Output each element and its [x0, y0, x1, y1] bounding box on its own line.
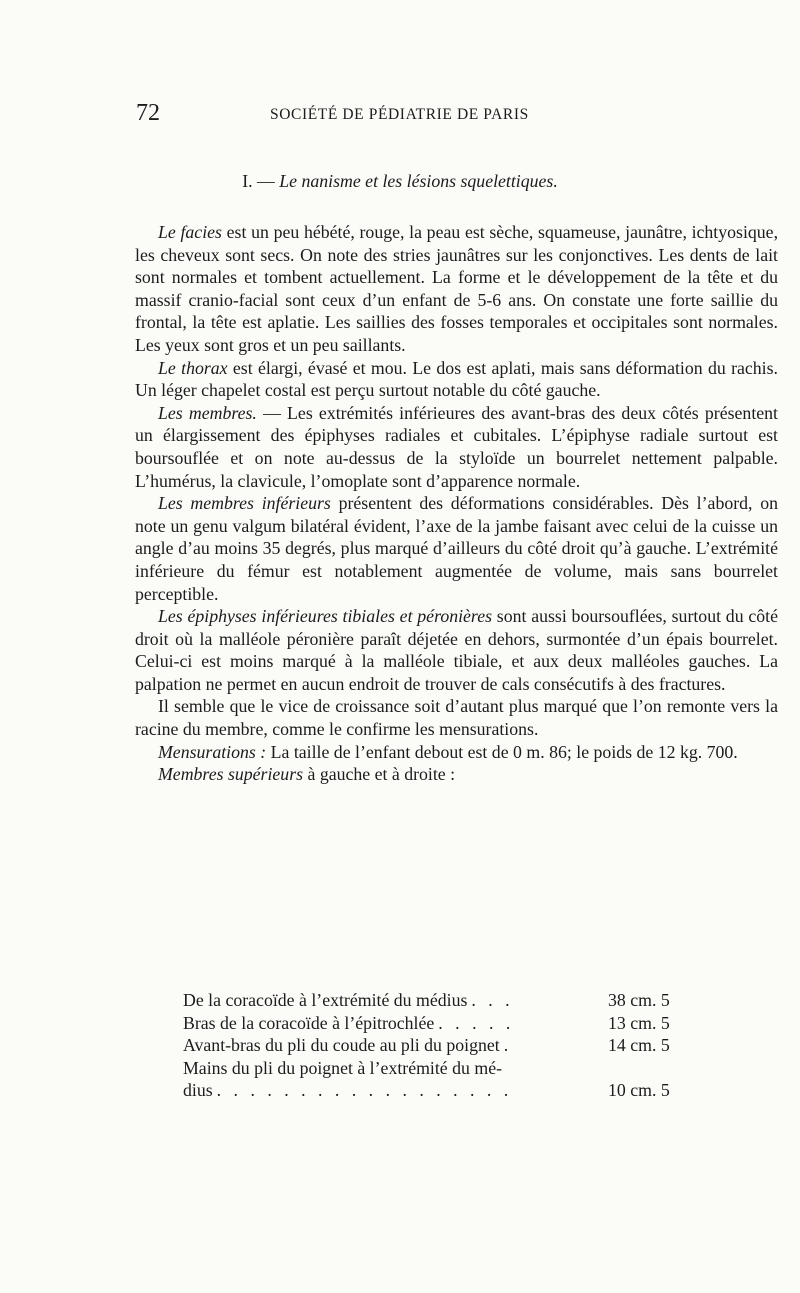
- paragraph-lead: Les épiphyses inférieures tibiales et péronières: [158, 606, 493, 627]
- paragraph-lead: Les membres.: [158, 402, 257, 423]
- measurement-label: Mains du pli du poignet à l’extrémité du mé-: [183, 1057, 503, 1078]
- section-title: [0, 171, 800, 192]
- measurement-label: Bras de la coracoïde à l’épitrochlée: [183, 1012, 435, 1033]
- running-head: SOCIÉTÉ DE PÉDIATRIE DE PARIS: [270, 106, 529, 123]
- paragraph-text: sont aussi boursouflées, surtout du côté droit où la malléole péronière paraît déjetée en dehors, surmontée d’un épais bourrelet. Celui-ci est moins marqué à la malléole tibiale, et aux deux malléoles gauches. La palpation ne permet en aucun endroit de trouver de cals consécutifs à des fractures.: [135, 606, 778, 694]
- section-title-text: Le nanisme et les lésions squelettiques.: [279, 171, 558, 191]
- measurement-label: Avant-bras du pli du coude au pli du poignet: [183, 1035, 500, 1056]
- measurements-table: [183, 989, 693, 1102]
- measurement-row: [183, 1012, 693, 1035]
- paragraph-text: présentent des déformations considérables. Dès l’abord, on note un genu valgum bilatéral évident, l’axe de la jambe faisant avec celui de la cuisse un angle d’au moins 35 degrés, plus marqué d’ailleurs du côté droit qu’à gauche. L’extrémité inférieure du fémur est notablement augmentée de volume, mais sans bourrelet perceptible.: [135, 493, 778, 604]
- paragraph-epiphyses: [135, 605, 778, 695]
- paragraph-facies: [135, 221, 778, 357]
- measurement-value: 10 cm. 5: [608, 1080, 670, 1101]
- measurement-label: De la coracoïde à l’extrémité du médius: [183, 990, 468, 1010]
- paragraph-lead: Le thorax: [158, 357, 228, 378]
- paragraph-membres-superieurs: [135, 763, 778, 786]
- paragraph-croissance: [135, 695, 778, 740]
- body-text: [135, 221, 778, 786]
- paragraph-text: à gauche et à droite :: [303, 764, 456, 785]
- measurement-leader: . . . . . . . . . . . . . . . . . .: [216, 1080, 513, 1101]
- paragraph-text: est un peu hébété, rouge, la peau est sèche, squameuse, jaunâtre, ichtyosique, les cheveux sont secs. On note des stries jaunâtres sur les conjonctives. Les dents de lait sont normales et tombent actuellement. La forme et le développement de la tête et du massif cranio-facial sont ceux d’un enfant de 5-6 ans. On constate une forte saillie du frontal, la tête est aplatie. Les saillies des fosses temporales et occipitales sont normales. Les yeux sont gros et un peu saillants.: [135, 222, 779, 355]
- measurement-row: [183, 989, 693, 1012]
- page-number: 72: [136, 100, 160, 126]
- paragraph-text: La taille de l’enfant debout est de 0 m. 86; le poids de 12 kg. 700.: [266, 741, 738, 762]
- paragraph-membres-inferieurs: [135, 492, 778, 605]
- measurement-leader: . . .: [471, 990, 514, 1010]
- paragraph-mensurations: [135, 741, 778, 764]
- measurement-value: 38 cm. 5: [608, 990, 670, 1010]
- paragraph-text: — Les extrémités inférieures des avant-bras des deux côtés présentent un élargissement des épiphyses radiales et cubitales. L’épiphyse radiale surtout est boursouflée et on note au-dessus de la styloïde un bourrelet nettement palpable. L’humérus, la clavicule, l’omoplate sont d’apparence normale.: [135, 402, 778, 491]
- measurement-row: [183, 1034, 693, 1057]
- measurement-row: [183, 1079, 693, 1102]
- measurement-label-continuation: dius: [183, 1080, 213, 1101]
- paragraph-lead: Mensurations :: [158, 741, 267, 762]
- paragraph-lead: Membres supérieurs: [158, 764, 304, 785]
- measurement-leader: . . . . .: [438, 1012, 515, 1033]
- paragraph-lead: Le facies: [158, 222, 222, 242]
- paragraph-lead: Les membres inférieurs: [158, 493, 331, 514]
- paragraph-text: Il semble que le vice de croissance soit d’autant plus marqué que l’on remonte vers la racine du membre, comme le confirme les mensurations.: [135, 696, 778, 740]
- paragraph-text: est élargi, évasé et mou. Le dos est aplati, mais sans déformation du rachis. Un léger chapelet costal est perçu surtout notable du côté gauche.: [135, 357, 778, 401]
- paragraph-thorax: [135, 357, 778, 402]
- paragraph-membres: [135, 402, 778, 492]
- measurement-value: 14 cm. 5: [608, 1035, 670, 1056]
- measurement-leader: .: [503, 1035, 513, 1056]
- measurement-value: 13 cm. 5: [608, 1012, 670, 1033]
- section-number: I. —: [242, 171, 275, 191]
